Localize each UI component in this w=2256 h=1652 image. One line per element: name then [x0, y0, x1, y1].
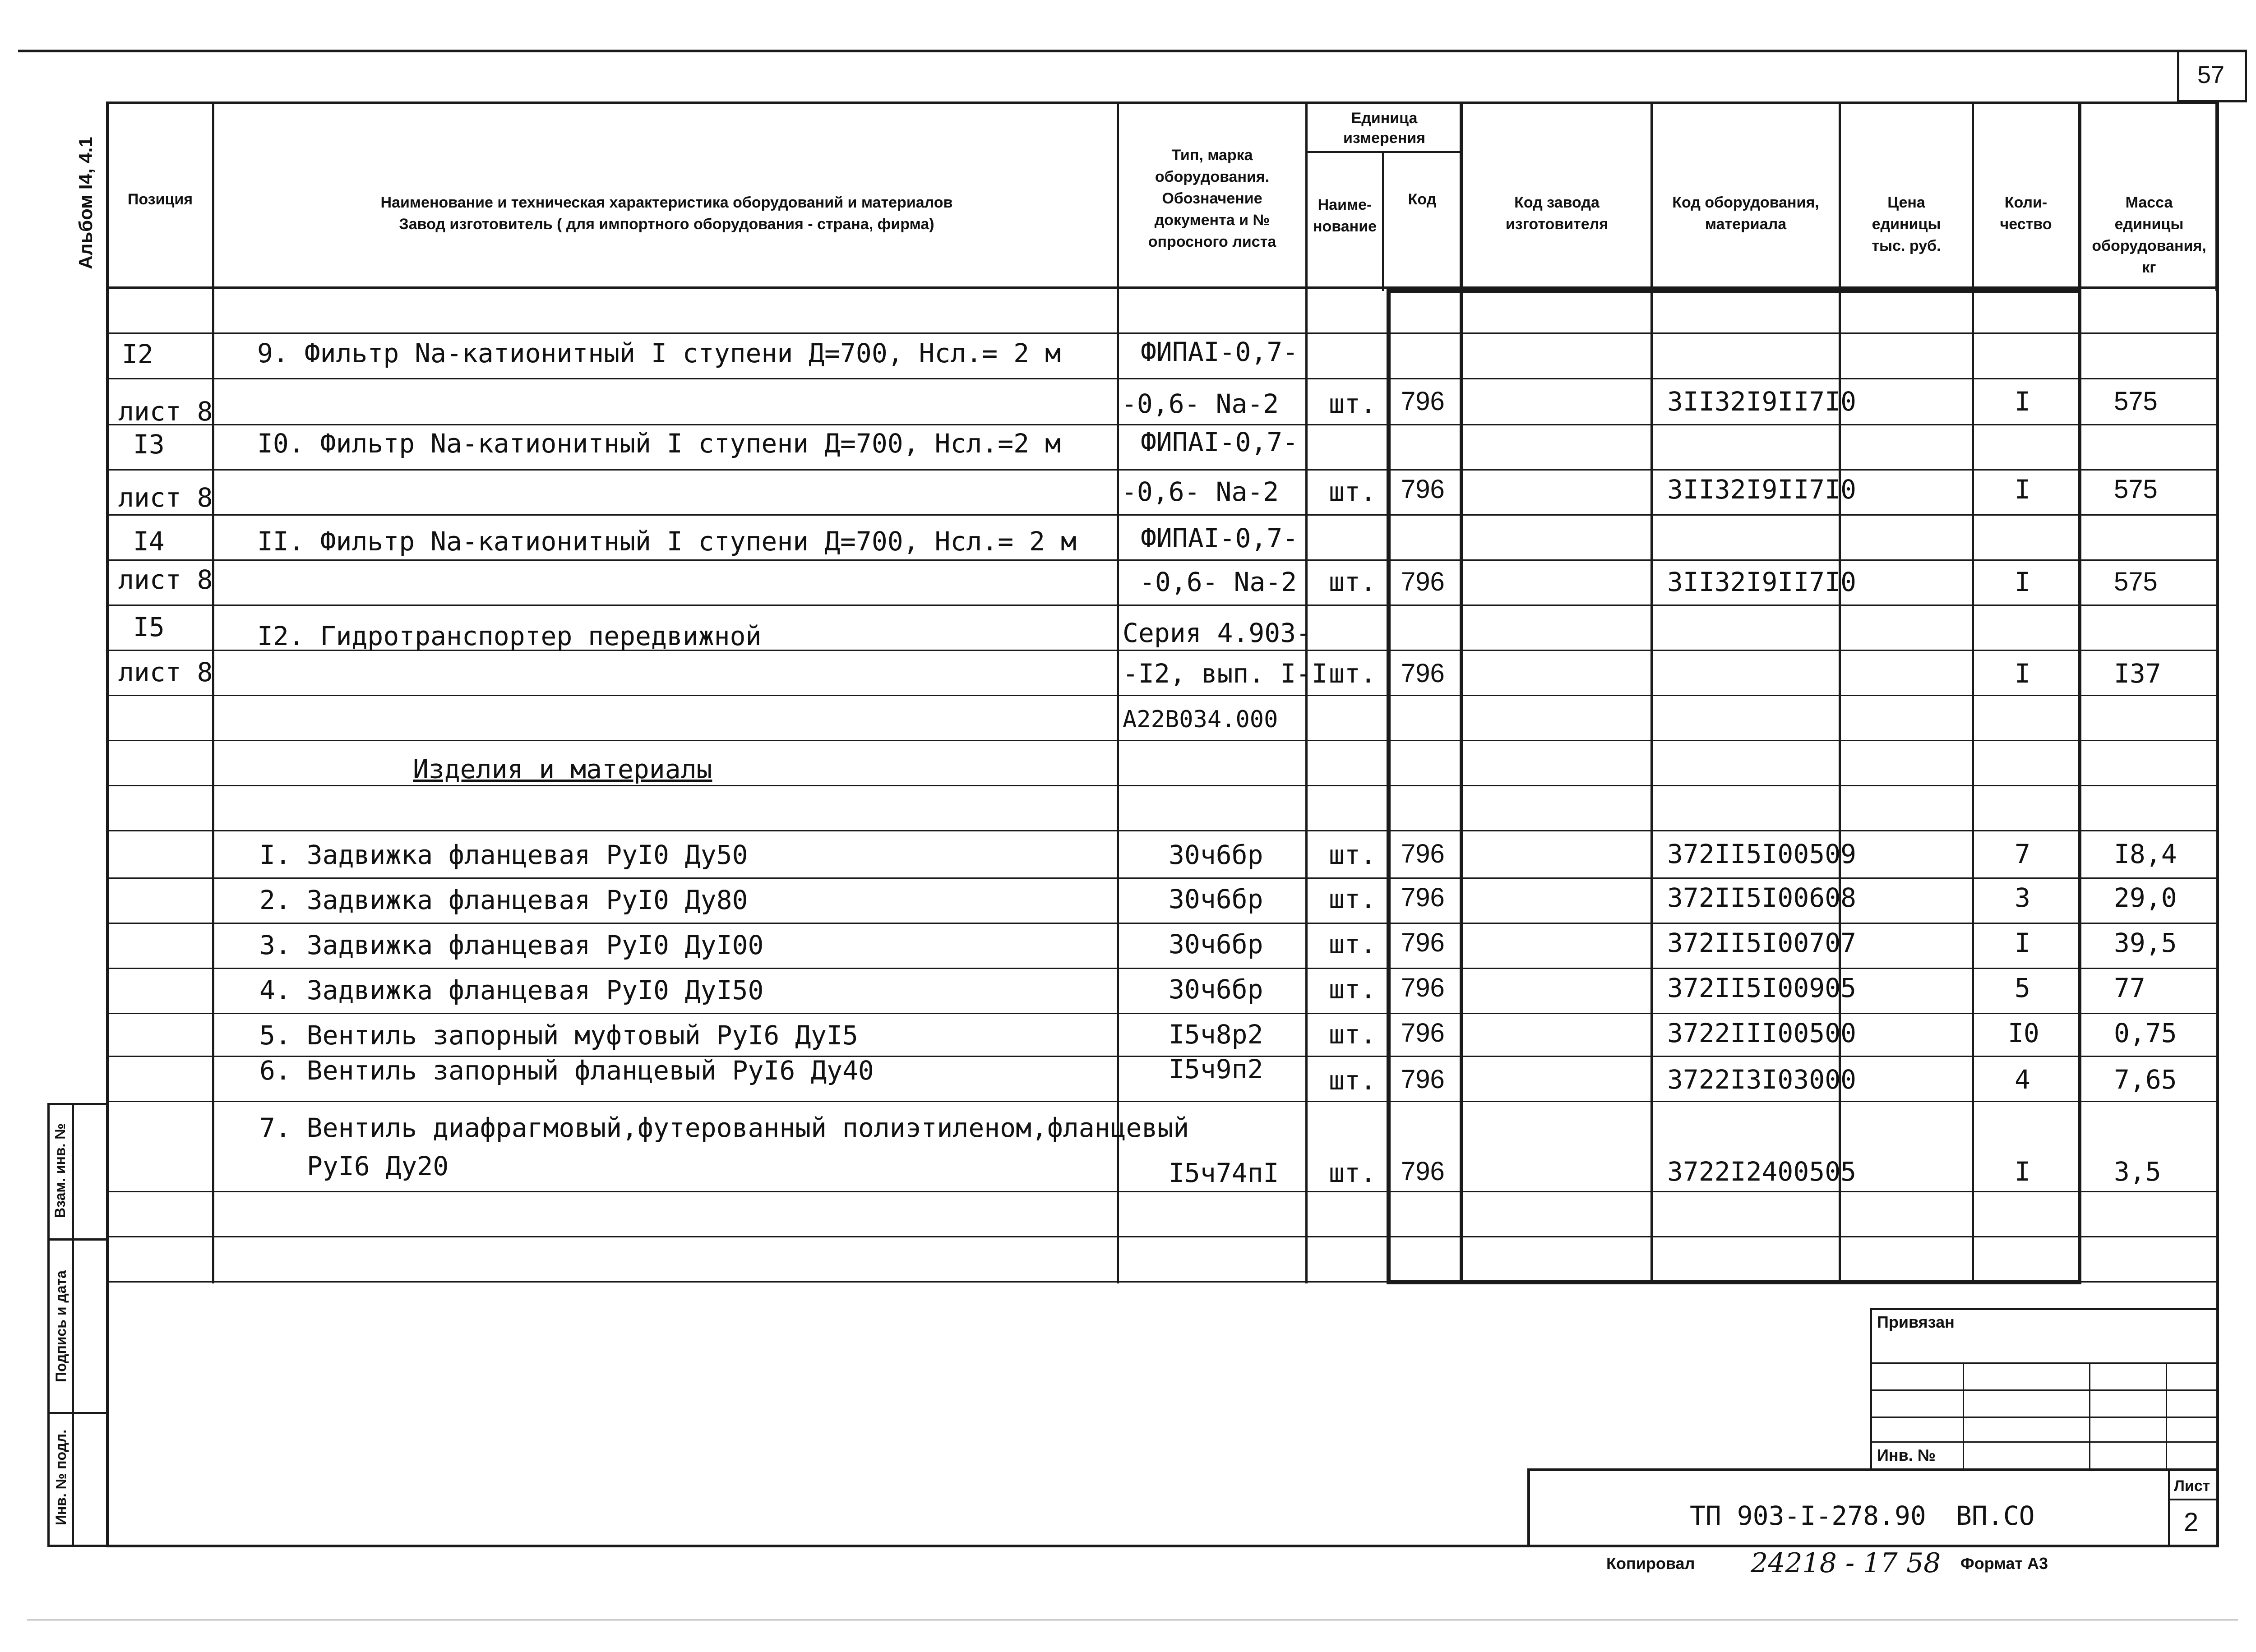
row-qty: I — [2015, 474, 2030, 505]
material-qty: I — [2015, 928, 2030, 958]
stamp-vzam-inv: Взам. инв. № — [52, 1123, 68, 1218]
row-code: 796 — [1401, 659, 1445, 688]
col-line-8 — [1972, 102, 1974, 1283]
page-number-box-right — [2245, 51, 2247, 102]
side-stamp-mid — [72, 1103, 74, 1545]
doc-suffix: ВП.СО — [1956, 1500, 2035, 1531]
row-code: 796 — [1401, 475, 1445, 504]
header-position: Позиция — [127, 191, 193, 208]
row-line — [106, 923, 2219, 924]
header-equip-code-1: Код оборудования, — [1672, 194, 1819, 211]
material-name: 7. Вентиль диафрагмовый,футерованный полиэтиленом,фланцевый — [259, 1112, 1189, 1143]
row-equip-code: 3II32I9II7I0 — [1667, 386, 1857, 417]
header-factory-code-2: изготовителя — [1505, 216, 1609, 233]
row-line — [106, 968, 2219, 969]
header-equip-code-2: материала — [1705, 216, 1787, 233]
row-line — [106, 1281, 2219, 1283]
row-qty: I — [2015, 567, 2030, 597]
top-border — [18, 50, 2247, 52]
material-mass: 0,75 — [2114, 1018, 2177, 1048]
header-unit-code: Код — [1408, 191, 1437, 208]
row-equip-code: 3II32I9II7I0 — [1667, 474, 1857, 505]
privyazan-box-top — [1870, 1308, 2219, 1310]
material-mass: I8,4 — [2114, 839, 2177, 869]
header-factory-code-1: Код завода — [1514, 194, 1600, 211]
row-type: А22В034.000 — [1123, 706, 1278, 733]
material-unit: шт. — [1329, 840, 1376, 870]
material-name: 2. Задвижка фланцевая РуI0 Ду80 — [259, 885, 748, 915]
material-equip-code: 3722III00500 — [1667, 1018, 1857, 1048]
material-mass: 7,65 — [2114, 1064, 2177, 1095]
inv-no-label: Инв. № — [1877, 1446, 1936, 1464]
row-line — [106, 785, 2219, 786]
row-mass: I37 — [2114, 658, 2161, 689]
header-mass-3: оборудования, — [2092, 237, 2206, 254]
handwritten-page: 58 — [1906, 1547, 1941, 1579]
row-name: I2. Гидротранспортер передвижной — [257, 621, 762, 651]
material-unit: шт. — [1329, 1019, 1376, 1050]
header-unit-name-2: нование — [1313, 218, 1377, 235]
material-equip-code: 3722I2400505 — [1667, 1156, 1857, 1187]
row-position: I2 — [122, 339, 153, 369]
material-equip-code: 372II5I00707 — [1667, 928, 1857, 958]
col-line-6 — [1650, 102, 1653, 1283]
material-name: I. Задвижка фланцевая РуI0 Ду50 — [259, 840, 748, 870]
material-unit: шт. — [1329, 929, 1376, 960]
title-box-sheet-hline — [2168, 1499, 2219, 1500]
page-number-box-left — [2177, 51, 2179, 102]
side-stamp-bottom — [47, 1545, 108, 1547]
material-code: 796 — [1401, 883, 1445, 912]
col-line-2 — [1117, 102, 1119, 1283]
privyazan-col — [1963, 1362, 1964, 1471]
bottom-frame — [106, 1545, 2219, 1547]
row-position: лист 8 — [118, 657, 213, 688]
row-line — [106, 695, 2219, 696]
bold-frame-top — [1387, 289, 2081, 293]
handwritten-number: 24218 - 17 — [1751, 1547, 1898, 1579]
row-unit: шт. — [1329, 388, 1376, 419]
row-line — [106, 1236, 2219, 1237]
material-name: РуI6 Ду20 — [307, 1151, 449, 1181]
material-unit: шт. — [1329, 1065, 1376, 1096]
material-equip-code: 372II5I00608 — [1667, 882, 1857, 913]
row-name: II. Фильтр Nа-катионитный I ступени Д=700, Нсл.= 2 м — [257, 526, 1077, 557]
material-equip-code: 372II5I00509 — [1667, 839, 1857, 869]
header-unit-2: измерения — [1343, 129, 1425, 147]
col-line-1 — [212, 102, 214, 1283]
header-qty-2: чество — [2000, 216, 2052, 233]
row-line — [106, 332, 2219, 334]
row-type: ФИПАI-0,7- — [1141, 427, 1299, 457]
row-name: 9. Фильтр Nа-катионитный I ступени Д=700, Нсл.= 2 м — [257, 338, 1061, 369]
col-line-3 — [1305, 102, 1308, 1283]
header-mass-2: единицы — [2114, 216, 2184, 233]
row-unit: шт. — [1329, 476, 1376, 507]
row-line — [106, 1101, 2219, 1102]
row-line — [106, 605, 2219, 606]
row-line — [106, 469, 2219, 471]
header-unit-name-1: Наиме- — [1318, 196, 1372, 213]
stamp-inv-podl: Инв. № подл. — [53, 1429, 69, 1526]
header-name-1: Наименование и техническая характеристика оборудований и материалов — [380, 194, 953, 211]
row-qty: I — [2015, 658, 2030, 689]
header-price-3: тыс. руб. — [1872, 237, 1941, 254]
row-position: I4 — [133, 526, 165, 557]
material-code: 796 — [1401, 1065, 1445, 1094]
material-name: 3. Задвижка фланцевая РуI0 ДуI00 — [259, 930, 764, 960]
row-line — [106, 1191, 2219, 1192]
row-qty: I — [2015, 386, 2030, 417]
row-type: -0,6- Nа-2 — [1139, 567, 1297, 597]
row-line — [106, 740, 2219, 741]
row-unit: шт. — [1329, 658, 1376, 689]
material-name: 5. Вентиль запорный муфтовый РуI6 ДуI5 — [259, 1020, 858, 1051]
row-line — [106, 1013, 2219, 1014]
header-qty-1: Коли- — [2004, 194, 2048, 211]
row-line — [106, 559, 2219, 561]
material-type: 30ч6бр — [1169, 840, 1263, 870]
col-line-4-bold — [1387, 291, 1391, 1283]
title-box-left — [1527, 1468, 1530, 1547]
material-unit: шт. — [1329, 1158, 1376, 1188]
privyazan-col — [2166, 1362, 2167, 1471]
side-stamp-div-1 — [47, 1238, 108, 1241]
material-mass: 29,0 — [2114, 882, 2177, 913]
row-position: I3 — [133, 429, 165, 460]
row-equip-code: 3II32I9II7I0 — [1667, 567, 1857, 597]
row-position: лист 8 — [118, 564, 213, 595]
material-code: 796 — [1401, 1157, 1445, 1186]
material-code: 796 — [1401, 928, 1445, 957]
material-qty: 7 — [2015, 839, 2030, 869]
privyazan-label: Привязан — [1877, 1313, 1955, 1331]
left-frame — [106, 102, 109, 1547]
header-name-2: Завод изготовитель ( для импортного оборудования - страна, фирма) — [399, 216, 934, 233]
title-box-sheet-divider — [2168, 1468, 2170, 1547]
header-type-4: документа и № — [1154, 212, 1270, 229]
material-type: 30ч6бр — [1169, 884, 1263, 914]
material-type: 30ч6бр — [1169, 974, 1263, 1005]
material-name: 4. Задвижка фланцевая РуI0 ДуI50 — [259, 975, 764, 1006]
row-unit: шт. — [1329, 567, 1376, 597]
row-code: 796 — [1401, 567, 1445, 596]
row-name: I0. Фильтр Nа-катионитный I ступени Д=700, Нсл.=2 м — [257, 428, 1061, 459]
sheet-label: Лист — [2174, 1477, 2210, 1495]
material-equip-code: 3722I3I03000 — [1667, 1064, 1857, 1095]
doc-code: ТП 903-I-278.90 — [1690, 1500, 1926, 1531]
col-line-7 — [1839, 102, 1841, 1283]
material-qty: I — [2015, 1156, 2030, 1187]
material-name: 6. Вентиль запорный фланцевый РуI6 Ду40 — [259, 1055, 874, 1086]
album-label: Альбом I4, 4.1 — [75, 137, 96, 269]
page-number: 57 — [2197, 61, 2225, 88]
material-qty: 3 — [2015, 882, 2030, 913]
material-equip-code: 372II5I00905 — [1667, 973, 1857, 1003]
row-mass: 575 — [2114, 567, 2158, 596]
title-box-top — [1527, 1468, 2219, 1471]
row-mass: 575 — [2114, 387, 2158, 416]
header-mass-1: Масса — [2125, 194, 2173, 211]
material-type: I5ч8р2 — [1169, 1019, 1263, 1050]
format-label: Формат А3 — [1960, 1554, 2048, 1573]
row-type: Серия 4.903- — [1123, 618, 1312, 648]
material-unit: шт. — [1329, 884, 1376, 914]
row-line — [106, 877, 2219, 879]
material-code: 796 — [1401, 839, 1445, 868]
material-qty: I0 — [2008, 1018, 2039, 1048]
header-type-1: Тип, марка — [1171, 147, 1253, 164]
row-mass: 575 — [2114, 475, 2158, 504]
row-type: ФИПАI-0,7- — [1141, 337, 1299, 367]
sheet-number: 2 — [2184, 1508, 2199, 1537]
kopiroval-label: Копировал — [1606, 1554, 1695, 1573]
header-type-3: Обозначение — [1162, 190, 1262, 207]
row-line — [106, 514, 2219, 516]
row-position: I5 — [133, 612, 165, 642]
material-mass: 3,5 — [2114, 1156, 2161, 1187]
row-line — [106, 424, 2219, 425]
material-code: 796 — [1401, 1018, 1445, 1047]
row-type: ФИПАI-0,7- — [1141, 523, 1299, 554]
material-qty: 4 — [2015, 1064, 2030, 1095]
material-code: 796 — [1401, 973, 1445, 1002]
row-type: -I2, вып. I-I — [1123, 658, 1327, 689]
header-price-2: единицы — [1872, 216, 1941, 233]
row-line — [106, 830, 2219, 831]
header-unit-1: Единица — [1351, 110, 1418, 127]
material-type: 30ч6бр — [1169, 929, 1263, 960]
material-mass: 39,5 — [2114, 928, 2177, 958]
row-type: -0,6- Nа-2 — [1121, 476, 1279, 507]
header-price-1: Цена — [1887, 194, 1925, 211]
material-type: I5ч9п2 — [1169, 1054, 1263, 1084]
right-frame — [2216, 102, 2219, 1547]
row-position: лист 8 — [118, 396, 213, 427]
material-type: I5ч74пI — [1169, 1158, 1279, 1188]
material-qty: 5 — [2015, 973, 2030, 1003]
header-mass-4: кг — [2142, 259, 2156, 276]
stamp-podpis-data: Подпись и дата — [53, 1270, 69, 1382]
col-line-4 — [1382, 151, 1384, 291]
row-position: лист 8 — [118, 482, 213, 513]
row-code: 796 — [1401, 387, 1445, 416]
section-title: Изделия и материалы — [413, 754, 712, 784]
header-type-2: оборудования. — [1155, 168, 1270, 185]
col-line-5 — [1460, 102, 1463, 1283]
row-line — [106, 378, 2219, 379]
material-unit: шт. — [1329, 974, 1376, 1005]
privyazan-col — [2089, 1362, 2090, 1471]
row-type: -0,6- Nа-2 — [1121, 388, 1279, 419]
material-mass: 77 — [2114, 973, 2145, 1003]
table-header-top — [106, 102, 2219, 104]
header-type-5: опросного листа — [1148, 233, 1276, 250]
col-line-9 — [2078, 102, 2081, 1283]
